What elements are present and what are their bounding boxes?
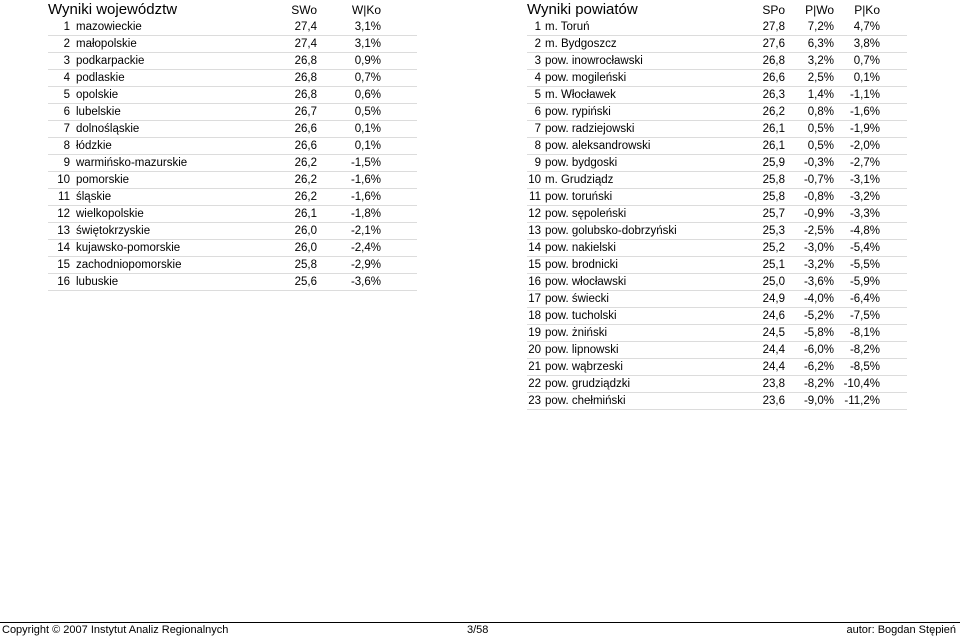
- table-row: [527, 240, 907, 257]
- rank-cell: 19: [527, 325, 541, 342]
- pko-value: -7,5%: [834, 308, 880, 325]
- swo-value: 26,8: [270, 70, 317, 87]
- table-row: [48, 172, 417, 189]
- rank-cell: 20: [527, 342, 541, 359]
- pwo-value: -0,8%: [785, 189, 834, 206]
- voivodeship-table-title: Wyniki województw: [48, 1, 178, 18]
- pwo-value: 0,8%: [785, 104, 834, 121]
- county-name: pow. włocławski: [541, 274, 749, 291]
- rank-cell: 4: [527, 70, 541, 87]
- pwo-value: -0,7%: [785, 172, 834, 189]
- rank-cell: 2: [527, 36, 541, 53]
- col-header-swo: SWo: [291, 2, 317, 17]
- county-name: pow. żniński: [541, 325, 749, 342]
- swo-value: 26,6: [270, 121, 317, 138]
- pko-value: -11,2%: [834, 393, 880, 410]
- table-row: [527, 274, 907, 291]
- county-name: pow. chełmiński: [541, 393, 749, 410]
- rank-cell: 11: [527, 189, 541, 206]
- spo-value: 25,2: [749, 240, 785, 257]
- rank-cell: 7: [48, 121, 70, 138]
- rank-cell: 10: [527, 172, 541, 189]
- rank-cell: 3: [527, 53, 541, 70]
- pko-value: -6,4%: [834, 291, 880, 308]
- table-row: [527, 376, 907, 393]
- pko-value: 4,7%: [834, 19, 880, 36]
- wko-value: -2,4%: [317, 240, 381, 257]
- wko-value: 0,5%: [317, 104, 381, 121]
- pko-value: 0,1%: [834, 70, 880, 87]
- spo-value: 26,2: [749, 104, 785, 121]
- rank-cell: 6: [527, 104, 541, 121]
- county-name: pow. rypiński: [541, 104, 749, 121]
- spo-value: 27,6: [749, 36, 785, 53]
- pko-value: -8,5%: [834, 359, 880, 376]
- spo-value: 26,1: [749, 121, 785, 138]
- pko-value: -5,4%: [834, 240, 880, 257]
- pko-value: -2,0%: [834, 138, 880, 155]
- table-row: [48, 274, 417, 291]
- table-row: [48, 70, 417, 87]
- pko-value: -2,7%: [834, 155, 880, 172]
- swo-value: 26,2: [270, 189, 317, 206]
- swo-value: 25,8: [270, 257, 317, 274]
- county-name: pow. świecki: [541, 291, 749, 308]
- table-row: [527, 206, 907, 223]
- wko-value: 0,1%: [317, 121, 381, 138]
- table-row: [527, 291, 907, 308]
- pko-value: -1,1%: [834, 87, 880, 104]
- voivodeship-name: mazowieckie: [70, 19, 270, 36]
- pwo-value: -3,2%: [785, 257, 834, 274]
- table-row: [527, 325, 907, 342]
- voivodeship-name: świętokrzyskie: [70, 223, 270, 240]
- pko-value: -3,2%: [834, 189, 880, 206]
- spo-value: 25,1: [749, 257, 785, 274]
- county-name: pow. nakielski: [541, 240, 749, 257]
- table-row: [48, 206, 417, 223]
- rank-cell: 11: [48, 189, 70, 206]
- voivodeship-name: łódzkie: [70, 138, 270, 155]
- pwo-value: 0,5%: [785, 138, 834, 155]
- spo-value: 26,3: [749, 87, 785, 104]
- county-name: m. Toruń: [541, 19, 749, 36]
- voivodeship-name: pomorskie: [70, 172, 270, 189]
- footer-divider: [0, 622, 960, 623]
- rank-cell: 1: [527, 19, 541, 36]
- rank-cell: 17: [527, 291, 541, 308]
- pko-value: -1,6%: [834, 104, 880, 121]
- spo-value: 25,3: [749, 223, 785, 240]
- pko-value: -10,4%: [834, 376, 880, 393]
- pwo-value: 1,4%: [785, 87, 834, 104]
- pwo-value: 6,3%: [785, 36, 834, 53]
- rank-cell: 9: [527, 155, 541, 172]
- voivodeship-name: podlaskie: [70, 70, 270, 87]
- county-name: m. Bydgoszcz: [541, 36, 749, 53]
- pwo-value: -5,2%: [785, 308, 834, 325]
- county-name: pow. brodnicki: [541, 257, 749, 274]
- voivodeship-name: warmińsko-mazurskie: [70, 155, 270, 172]
- wko-value: -3,6%: [317, 274, 381, 291]
- table-row: [48, 257, 417, 274]
- county-name: m. Włocławek: [541, 87, 749, 104]
- pko-value: -8,2%: [834, 342, 880, 359]
- table-row: [48, 87, 417, 104]
- table-row: [527, 104, 907, 121]
- col-header-spo: SPo: [762, 2, 785, 17]
- voivodeship-results-table: [48, 0, 417, 291]
- swo-value: 26,6: [270, 138, 317, 155]
- voivodeship-name: podkarpackie: [70, 53, 270, 70]
- spo-value: 26,6: [749, 70, 785, 87]
- rank-cell: 6: [48, 104, 70, 121]
- voivodeship-name: lubelskie: [70, 104, 270, 121]
- spo-value: 27,8: [749, 19, 785, 36]
- wko-value: 0,7%: [317, 70, 381, 87]
- rank-cell: 15: [48, 257, 70, 274]
- rank-cell: 8: [527, 138, 541, 155]
- table-row: [527, 359, 907, 376]
- spo-value: 23,8: [749, 376, 785, 393]
- table-row: [527, 53, 907, 70]
- rank-cell: 18: [527, 308, 541, 325]
- voivodeship-name: kujawsko-pomorskie: [70, 240, 270, 257]
- pwo-value: -0,9%: [785, 206, 834, 223]
- county-name: pow. radziejowski: [541, 121, 749, 138]
- swo-value: 25,6: [270, 274, 317, 291]
- spo-value: 25,8: [749, 189, 785, 206]
- spo-value: 25,7: [749, 206, 785, 223]
- county-name: pow. lipnowski: [541, 342, 749, 359]
- pwo-value: 2,5%: [785, 70, 834, 87]
- pwo-value: -0,3%: [785, 155, 834, 172]
- rank-cell: 16: [527, 274, 541, 291]
- pwo-value: 0,5%: [785, 121, 834, 138]
- rank-cell: 15: [527, 257, 541, 274]
- voivodeship-name: zachodniopomorskie: [70, 257, 270, 274]
- spo-value: 26,8: [749, 53, 785, 70]
- wko-value: 0,1%: [317, 138, 381, 155]
- rank-cell: 16: [48, 274, 70, 291]
- rank-cell: 7: [527, 121, 541, 138]
- rank-cell: 23: [527, 393, 541, 410]
- wko-value: -1,6%: [317, 172, 381, 189]
- wko-value: -2,1%: [317, 223, 381, 240]
- pwo-value: -2,5%: [785, 223, 834, 240]
- table-row: [527, 189, 907, 206]
- table-row: [527, 223, 907, 240]
- table-row: [527, 257, 907, 274]
- pwo-value: -4,0%: [785, 291, 834, 308]
- pko-value: -4,8%: [834, 223, 880, 240]
- pko-value: -5,9%: [834, 274, 880, 291]
- wko-value: 0,9%: [317, 53, 381, 70]
- rank-cell: 13: [527, 223, 541, 240]
- county-name: m. Grudziądz: [541, 172, 749, 189]
- wko-value: 3,1%: [317, 19, 381, 36]
- rank-cell: 21: [527, 359, 541, 376]
- wko-value: 0,6%: [317, 87, 381, 104]
- county-name: pow. aleksandrowski: [541, 138, 749, 155]
- table-row: [527, 70, 907, 87]
- swo-value: 26,8: [270, 87, 317, 104]
- table-row: [48, 240, 417, 257]
- spo-value: 23,6: [749, 393, 785, 410]
- pwo-value: -6,2%: [785, 359, 834, 376]
- voivodeship-name: małopolskie: [70, 36, 270, 53]
- swo-value: 26,2: [270, 172, 317, 189]
- table-row: [48, 155, 417, 172]
- voivodeship-name: lubuskie: [70, 274, 270, 291]
- table-row: [48, 189, 417, 206]
- pwo-value: -8,2%: [785, 376, 834, 393]
- swo-value: 26,0: [270, 240, 317, 257]
- swo-value: 26,7: [270, 104, 317, 121]
- county-name: pow. mogileński: [541, 70, 749, 87]
- rank-cell: 13: [48, 223, 70, 240]
- pko-value: -3,1%: [834, 172, 880, 189]
- county-name: pow. bydgoski: [541, 155, 749, 172]
- wko-value: -1,6%: [317, 189, 381, 206]
- pko-value: -1,9%: [834, 121, 880, 138]
- table-row: [48, 53, 417, 70]
- table-row: [527, 87, 907, 104]
- rank-cell: 8: [48, 138, 70, 155]
- county-name: pow. golubsko-dobrzyński: [541, 223, 749, 240]
- page-number: 3/58: [467, 624, 489, 636]
- voivodeship-name: wielkopolskie: [70, 206, 270, 223]
- spo-value: 26,1: [749, 138, 785, 155]
- swo-value: 27,4: [270, 19, 317, 36]
- table-row: [527, 172, 907, 189]
- wko-value: 3,1%: [317, 36, 381, 53]
- voivodeship-name: śląskie: [70, 189, 270, 206]
- table-row: [48, 121, 417, 138]
- rank-cell: 12: [48, 206, 70, 223]
- pko-value: 0,7%: [834, 53, 880, 70]
- table-row: [527, 308, 907, 325]
- rank-cell: 5: [527, 87, 541, 104]
- table-row: [527, 155, 907, 172]
- pko-value: -5,5%: [834, 257, 880, 274]
- spo-value: 24,9: [749, 291, 785, 308]
- rank-cell: 3: [48, 53, 70, 70]
- rank-cell: 1: [48, 19, 70, 36]
- pwo-value: 7,2%: [785, 19, 834, 36]
- pwo-value: 3,2%: [785, 53, 834, 70]
- swo-value: 26,0: [270, 223, 317, 240]
- swo-value: 26,8: [270, 53, 317, 70]
- col-header-pko: P|Ko: [854, 2, 880, 17]
- footer-author: autor: Bogdan Stępień: [846, 624, 956, 636]
- spo-value: 25,9: [749, 155, 785, 172]
- wko-value: -2,9%: [317, 257, 381, 274]
- rank-cell: 9: [48, 155, 70, 172]
- footer-copyright: Copyright © 2007 Instytut Analiz Regionalnych: [2, 624, 229, 636]
- col-header-pwo: P|Wo: [805, 2, 834, 17]
- spo-value: 24,4: [749, 342, 785, 359]
- rank-cell: 22: [527, 376, 541, 393]
- voivodeship-name: opolskie: [70, 87, 270, 104]
- county-header-row: [527, 0, 907, 19]
- swo-value: 26,1: [270, 206, 317, 223]
- voivodeship-name: dolnośląskie: [70, 121, 270, 138]
- table-row: [527, 393, 907, 410]
- table-row: [48, 138, 417, 155]
- spo-value: 24,6: [749, 308, 785, 325]
- pko-value: 3,8%: [834, 36, 880, 53]
- county-name: pow. sępoleński: [541, 206, 749, 223]
- rank-cell: 14: [527, 240, 541, 257]
- pwo-value: -3,0%: [785, 240, 834, 257]
- spo-value: 24,5: [749, 325, 785, 342]
- county-table-title: Wyniki powiatów: [527, 1, 638, 18]
- rank-cell: 4: [48, 70, 70, 87]
- table-row: [527, 121, 907, 138]
- rank-cell: 2: [48, 36, 70, 53]
- pwo-value: -9,0%: [785, 393, 834, 410]
- table-row: [48, 223, 417, 240]
- swo-value: 26,2: [270, 155, 317, 172]
- county-name: pow. wąbrzeski: [541, 359, 749, 376]
- spo-value: 25,0: [749, 274, 785, 291]
- voivodeship-header-row: [48, 0, 417, 19]
- spo-value: 24,4: [749, 359, 785, 376]
- col-header-wko: W|Ko: [351, 2, 381, 17]
- pwo-value: -6,0%: [785, 342, 834, 359]
- rank-cell: 5: [48, 87, 70, 104]
- county-results-table: [527, 0, 907, 410]
- county-name: pow. toruński: [541, 189, 749, 206]
- pwo-value: -3,6%: [785, 274, 834, 291]
- wko-value: -1,5%: [317, 155, 381, 172]
- table-row: [48, 104, 417, 121]
- table-row: [527, 36, 907, 53]
- spo-value: 25,8: [749, 172, 785, 189]
- county-name: pow. inowrocławski: [541, 53, 749, 70]
- table-row: [527, 19, 907, 36]
- swo-value: 27,4: [270, 36, 317, 53]
- table-row: [527, 342, 907, 359]
- rank-cell: 10: [48, 172, 70, 189]
- table-row: [48, 36, 417, 53]
- rank-cell: 14: [48, 240, 70, 257]
- pwo-value: -5,8%: [785, 325, 834, 342]
- table-row: [48, 19, 417, 36]
- pko-value: -3,3%: [834, 206, 880, 223]
- rank-cell: 12: [527, 206, 541, 223]
- table-row: [527, 138, 907, 155]
- county-name: pow. grudziądzki: [541, 376, 749, 393]
- county-name: pow. tucholski: [541, 308, 749, 325]
- pko-value: -8,1%: [834, 325, 880, 342]
- wko-value: -1,8%: [317, 206, 381, 223]
